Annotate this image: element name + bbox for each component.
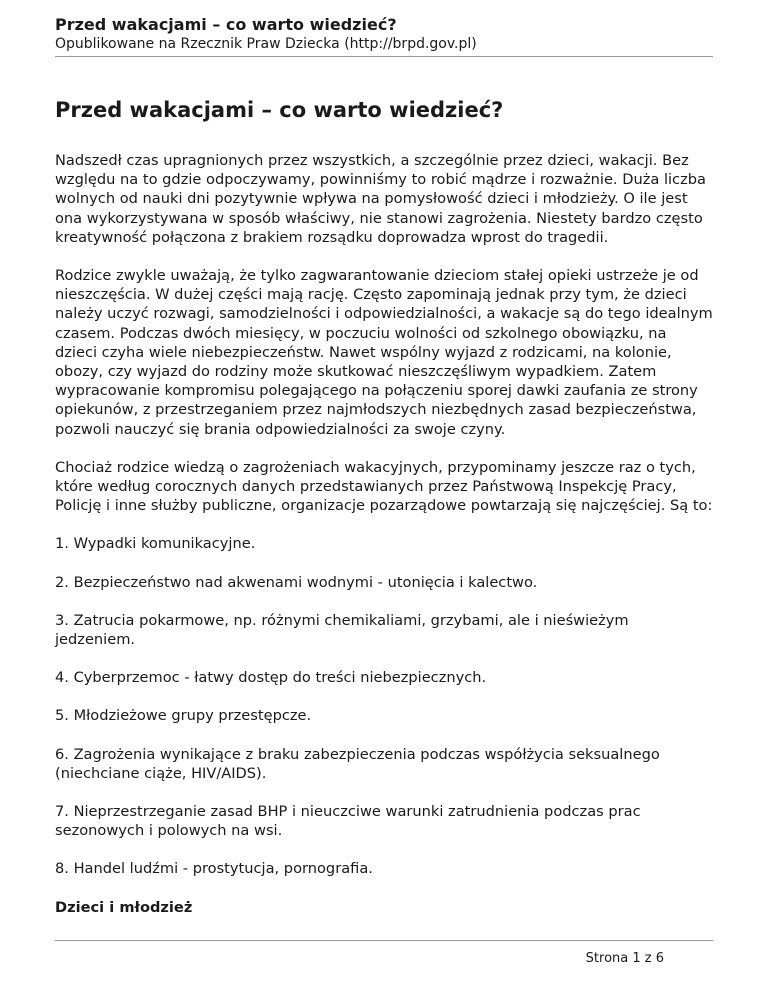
list-item: 8. Handel ludźmi - prostytucja, pornografia. xyxy=(55,860,373,878)
list-item: 5. Młodzieżowe grupy przestępcze. xyxy=(55,707,312,725)
page-number: Strona 1 z 6 xyxy=(585,951,664,966)
article-title: Przed wakacjami – co warto wiedzieć? xyxy=(55,98,504,122)
list-item: 6. Zagrożenia wynikające z braku zabezpieczenia podczas współżycia seksualnego (niechciane ciąże, HIV/AIDS). xyxy=(55,745,660,782)
article-body xyxy=(55,151,713,936)
section-heading: Dzieci i młodzież xyxy=(55,898,193,916)
body-paragraph: Chociaż rodzice wiedzą o zagrożeniach wakacyjnych, przypominamy jeszcze raz o tych, które według corocznych danych przedstawianych przez Państwową Inspekcję Pracy, Policję i inne służby publiczne, organizacje pozarządowe powtarzają się najczęściej. Są to: xyxy=(55,458,713,515)
footer-divider xyxy=(55,940,713,941)
document-page xyxy=(55,0,713,994)
list-item: 4. Cyberprzemoc - łatwy dostęp do treści niebezpiecznych. xyxy=(55,669,487,687)
list-item: 7. Nieprzestrzeganie zasad BHP i nieuczciwe warunki zatrudnienia podczas prac sezonowych i polowych na wsi. xyxy=(55,803,641,840)
running-header-title: Przed wakacjami – co warto wiedzieć? xyxy=(55,15,397,34)
list-item: 1. Wypadki komunikacyjne. xyxy=(55,535,256,553)
running-header-source: Opublikowane na Rzecznik Praw Dziecka (http://brpd.gov.pl) xyxy=(55,36,477,52)
list-item: 2. Bezpieczeństwo nad akwenami wodnymi - utonięcia i kalectwo. xyxy=(55,573,538,591)
body-paragraph: Rodzice zwykle uważają, że tylko zagwarantowanie dzieciom stałej opieki ustrzeże je od nieszczęścia. W dużej części mają rację. Często zapominają jednak przy tym, że dzieci należy uczyć rozwagi, samodzielności i odpowiedzialności, a wakacje są do tego idealnym czasem. Podczas dwóch miesięcy, w poczuciu wolności od szkolnego obowiązku, na dzieci czyha wiele niebezpieczeństw. Nawet wspólny wyjazd z rodzicami, na kolonie, obozy, czy wyjazd do rodziny może skutkować nieszczęśliwym wypadkiem. Zatem wypracowanie kompromisu polegającego na połączeniu sporej dawki zaufania ze strony opiekunów, z przestrzeganiem przez najmłodszych niezbędnych zasad bezpieczeństwa, pozwoli nauczyć się brania odpowiedzialności za swoje czyny. xyxy=(55,267,713,438)
header-divider xyxy=(55,56,713,57)
body-paragraph: Nadszedł czas upragnionych przez wszystkich, a szczególnie przez dzieci, wakacji. Bez względu na to gdzie odpoczywamy, powinniśmy to robić mądrze i rozważnie. Duża liczba wolnych od nauki dni pozytywnie wpływa na pomysłowość dzieci i młodzieży. O ile jest ona wykorzystywana w sposób właściwy, nie stanowi zagrożenia. Niestety bardzo często kreatywność połączona z brakiem rozsądku doprowadza wprost do tragedii. xyxy=(55,152,706,246)
running-header xyxy=(55,15,713,53)
list-item: 3. Zatrucia pokarmowe, np. różnymi chemikaliami, grzybami, ale i nieświeżym jedzeniem. xyxy=(55,611,629,649)
